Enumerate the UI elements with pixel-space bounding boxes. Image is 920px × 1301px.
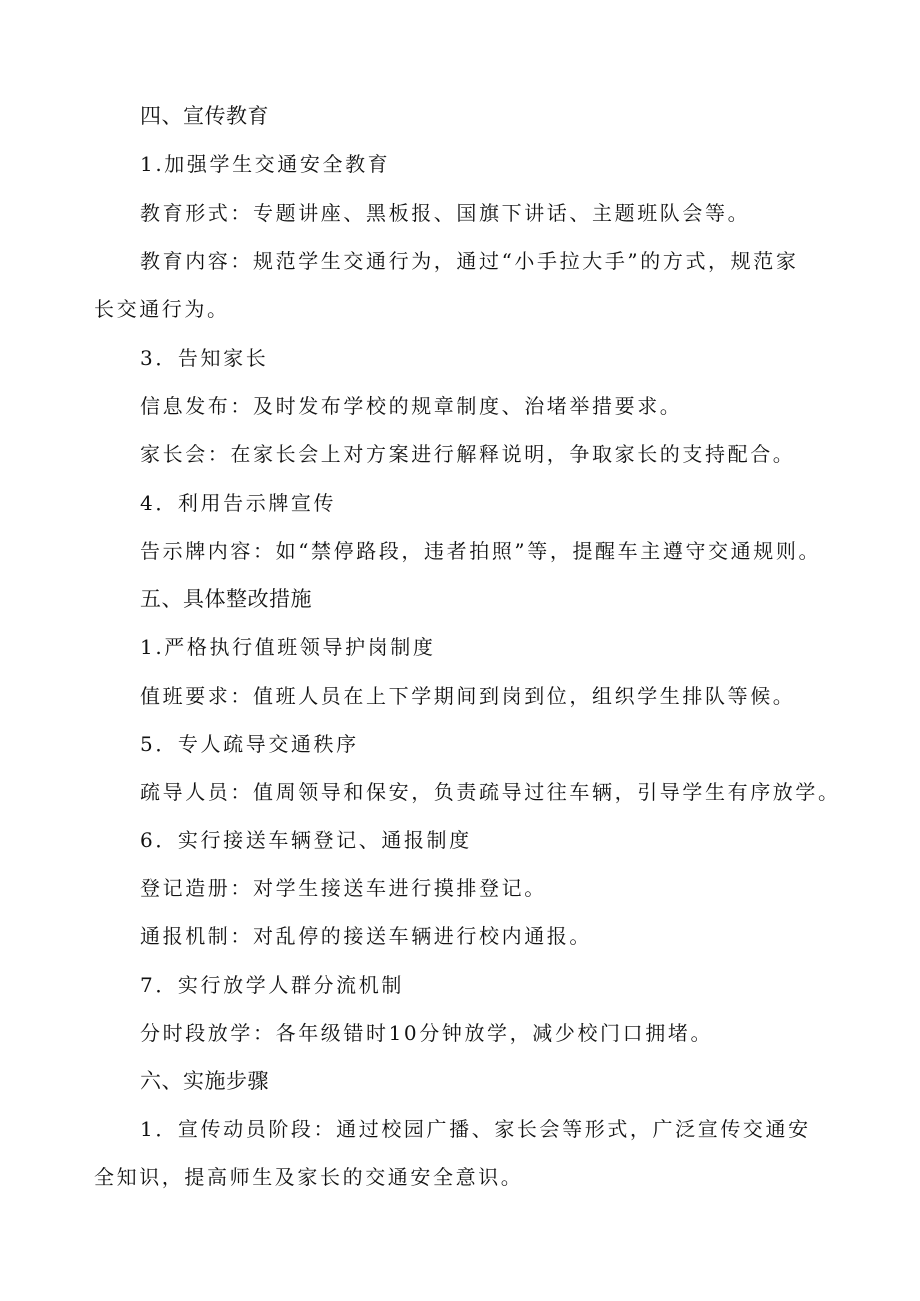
paragraph-mobilization-stage-cont: 全知识，提高师生及家长的交通安全意识。 — [94, 1165, 524, 1189]
subheading-notice-board: 4．利用告示牌宣传 — [140, 491, 337, 515]
paragraph-education-form: 教育形式：专题讲座、黑板报、国旗下讲话、主题班队会等。 — [140, 201, 751, 225]
paragraph-notice-board-content: 告示牌内容：如“禁停路段，违者拍照”等，提醒车主遵守交通规则。 — [140, 539, 822, 563]
paragraph-registration: 登记造册：对学生接送车进行摸排登记。 — [140, 876, 547, 900]
paragraph-parent-meeting: 家长会：在家长会上对方案进行解释说明，争取家长的支持配合。 — [140, 442, 796, 466]
subheading-vehicle-registration: 6．实行接送车辆登记、通报制度 — [140, 828, 472, 852]
paragraph-duty-requirement: 值班要求：值班人员在上下学期间到岗到位，组织学生排队等候。 — [140, 684, 796, 708]
paragraph-education-content-cont: 长交通行为。 — [94, 297, 230, 321]
paragraph-staggered-dismissal: 分时段放学：各年级错时10分钟放学，减少校门口拥堵。 — [140, 1021, 714, 1045]
paragraph-notification: 通报机制：对乱停的接送车辆进行校内通报。 — [140, 924, 592, 948]
section-heading-implementation: 六、实施步骤 — [140, 1069, 269, 1093]
subheading-traffic-guidance: 5．专人疏导交通秩序 — [140, 732, 359, 756]
subheading-duty-leader: 1.严格执行值班领导护岗制度 — [140, 635, 436, 659]
paragraph-mobilization-stage: 1．宣传动员阶段：通过校园广播、家长会等形式，广泛宣传交通安 — [140, 1117, 811, 1141]
subheading-inform-parents: 3．告知家长 — [140, 346, 269, 370]
paragraph-guidance-staff: 疏导人员：值周领导和保安，负责疏导过往车辆，引导学生有序放学。 — [140, 780, 841, 804]
paragraph-info-release: 信息发布：及时发布学校的规章制度、治堵举措要求。 — [140, 394, 683, 418]
paragraph-education-content: 教育内容：规范学生交通行为，通过“小手拉大手”的方式，规范家 — [140, 249, 799, 273]
subheading-dismissal-diversion: 7．实行放学人群分流机制 — [140, 973, 404, 997]
subheading-strengthen-education: 1.加强学生交通安全教育 — [140, 152, 391, 176]
section-heading-rectification: 五、具体整改措施 — [140, 587, 312, 611]
section-heading-publicity-education: 四、宣传教育 — [140, 104, 269, 128]
